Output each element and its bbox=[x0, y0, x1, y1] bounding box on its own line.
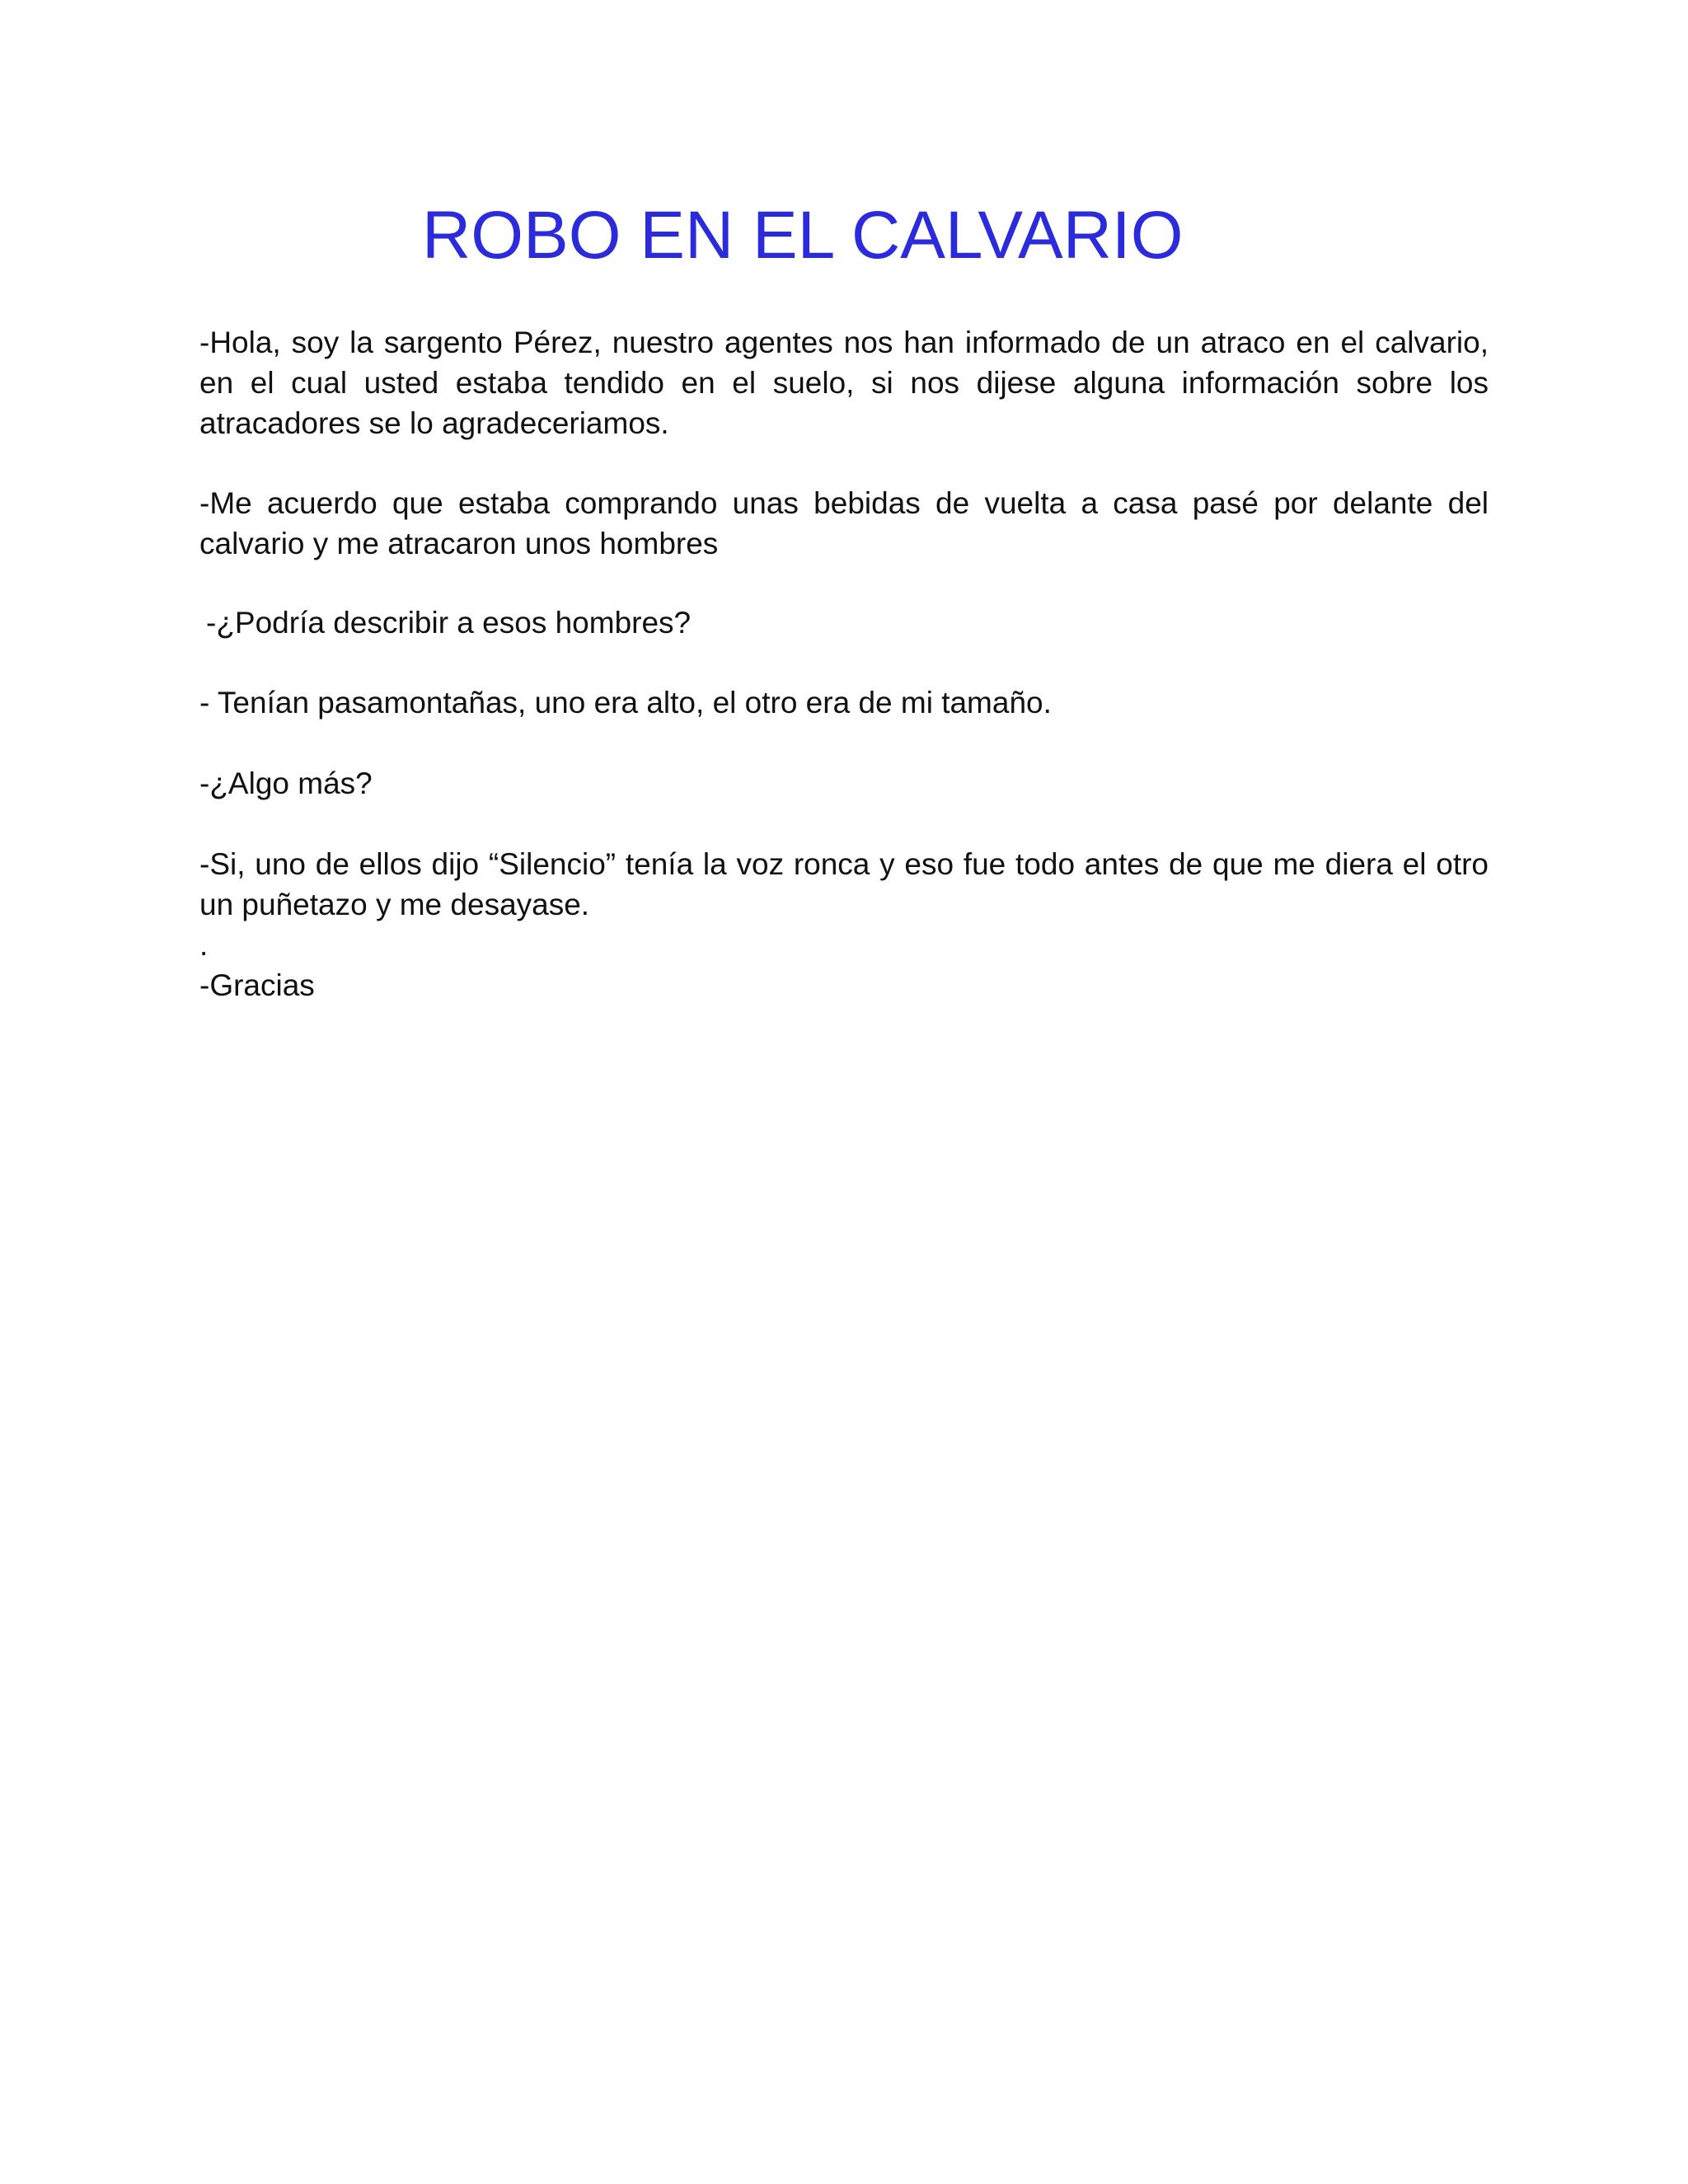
paragraph-anything-else-question: -¿Algo más? bbox=[199, 766, 373, 800]
document-title: ROBO EN EL CALVARIO bbox=[422, 198, 1184, 273]
paragraph-victim-account: -Me acuerdo que estaba comprando unas bebidas de vuelta a casa pasé por delante del calvario y me atracaron unos hombres bbox=[199, 486, 1489, 560]
paragraph-silencio-answer: -Si, uno de ellos dijo “Silencio” tenía la voz ronca y eso fue todo antes de que me diera el otro un puñetazo y me desayase. bbox=[199, 847, 1489, 921]
paragraph-gracias: -Gracias bbox=[199, 968, 315, 1002]
paragraph-sergeant-intro: -Hola, soy la sargento Pérez, nuestro agentes nos han informado de un atraco en el calvario, en el cual usted estaba tendido en el suelo, si nos dijese alguna información sobre los atracadores se lo agradeceriamos. bbox=[199, 326, 1489, 440]
paragraph-describe-question: -¿Podría describir a esos hombres? bbox=[206, 606, 692, 640]
paragraph-dot: . bbox=[199, 928, 209, 962]
paragraph-description-answer: - Tenían pasamontañas, uno era alto, el otro era de mi tamaño. bbox=[199, 686, 1052, 719]
